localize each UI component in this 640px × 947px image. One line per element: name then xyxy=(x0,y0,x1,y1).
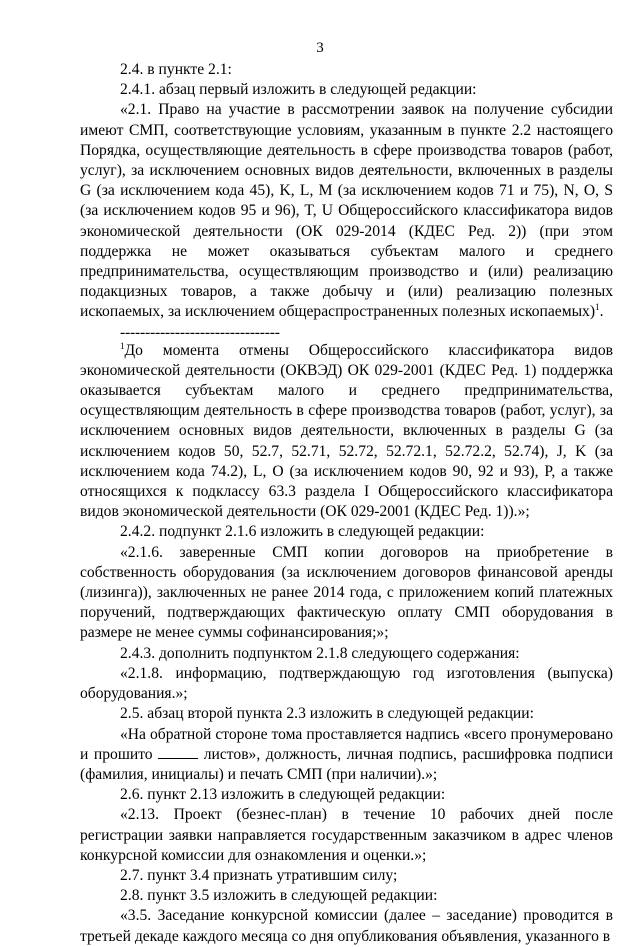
paragraph-2-8: 2.8. пункт 3.5 изложить в следующей редакции: xyxy=(120,887,438,905)
paragraph-2-4-3: 2.4.3. дополнить подпунктом 2.1.8 следующего содержания: xyxy=(120,644,520,662)
paragraph-2-5: 2.5. абзац второй пункта 2.3 изложить в следующей редакции: xyxy=(120,705,534,723)
document-body xyxy=(80,60,613,947)
page-number: 3 xyxy=(316,40,324,56)
inscription-text-end: листов», должность, личная подпись, расшифровка подписи (фамилия, инициалы) и печать СМП (при наличии).»; xyxy=(80,745,613,783)
blank-line xyxy=(158,746,198,759)
paragraph-2-7: 2.7. пункт 3.4 признать утратившим силу; xyxy=(120,866,398,884)
paragraph-2-1-8-quote: «2.1.8. информацию, подтверждающую год изготовления (выпуска) оборудования.»; xyxy=(80,664,613,703)
paragraph-2-1-quote xyxy=(80,100,613,322)
footnote-mark: 1 xyxy=(120,340,125,351)
footnote-reference: 1 xyxy=(595,302,600,313)
paragraph-3-5-quote: «3.5. Заседание конкурсной комиссии (далее – заседание) проводится в третьей декаде каждого месяца со дня опубликования объявления, указанного в xyxy=(80,907,613,945)
paragraph-2-1-end: . xyxy=(599,303,604,321)
paragraph-2-13-quote: «2.13. Проект (безнес-план) в течение 10 рабочих дней после регистрации заявки направляется государственным заказчиком в адрес членов конкурсной комиссии для ознакомления и оценки.»; xyxy=(80,806,613,864)
paragraph-2-6: 2.6. пункт 2.13 изложить в следующей редакции: xyxy=(120,786,446,804)
paragraph-2-4: 2.4. в пункте 2.1: xyxy=(120,61,232,78)
paragraph-2-1-text: «2.1. Право на участие в рассмотрении заявок на получение субсидии имеют СМП, соответствующие условиям, указанным в пункте 2.2 настоящего Порядка, осуществляющие деятельность в сфере производства товаров (работ, услуг), за исключением основных видов деятельности, включенных в разделы G (за исключением кода 45), K, L, M (за исключением кодов 71 и 75), N, O, S (за исключением кодов 95 и 96), T, U Общероссийского классификатора видов экономической деятельности (ОК 029-2014 (КДЕС Ред. 2)) (при этом поддержка не может оказываться субъектам малого и среднего предпринимательства, осуществляющим производство и (или) реализацию подакцизных товаров, а также добычу и (или) реализацию полезных ископаемых, за исключением общераспространенных полезных ископаемых) xyxy=(80,101,613,321)
footnote-text: До момента отмены Общероссийского классификатора видов экономической деятельности (ОКВЭД) ОК 029-2001 (КДЕС Ред. 1) поддержка оказывается субъектам малого и среднего предпринимательства, осуществляющим деятельность в сфере производства товаров (работ, услуг), за исключением основных видов деятельности, включенных в разделы G (за исключением кодов 50, 52.7, 52.71, 52.72, 52.72.1, 52.72.2, 52.74), J, K (за исключением кода 74.2), L, O (за исключением кодов 90, 92 и 93), P, а также относящихся к подклассу 63.3 раздела I Общероссийского классификатора видов экономической деятельности (ОК 029-2001 (КДЕС Ред. 1)).»; xyxy=(80,341,613,521)
inscription-text-start: «На обратной стороне тома проставляется надпись «всего пронумеровано и прошито xyxy=(80,725,613,763)
footnote xyxy=(80,341,613,523)
paragraph-tome-inscription xyxy=(80,725,613,786)
paragraph-2-4-1: 2.4.1. абзац первый изложить в следующей редакции: xyxy=(120,81,477,99)
paragraph-2-4-2: 2.4.2. подпункт 2.1.6 изложить в следующей редакции: xyxy=(120,523,485,541)
footnote-separator: -------------------------------- xyxy=(120,323,280,341)
paragraph-2-1-6-quote: «2.1.6. заверенные СМП копии договоров на приобретение в собственность оборудования (за исключением договоров финансовой аренды (лизинга)), заключенных не ранее 2014 года, с приложением копий платежных поручений, подтверждающих фактическую оплату СМП оборудования в размере не менее суммы софинансирования;»; xyxy=(80,543,613,642)
